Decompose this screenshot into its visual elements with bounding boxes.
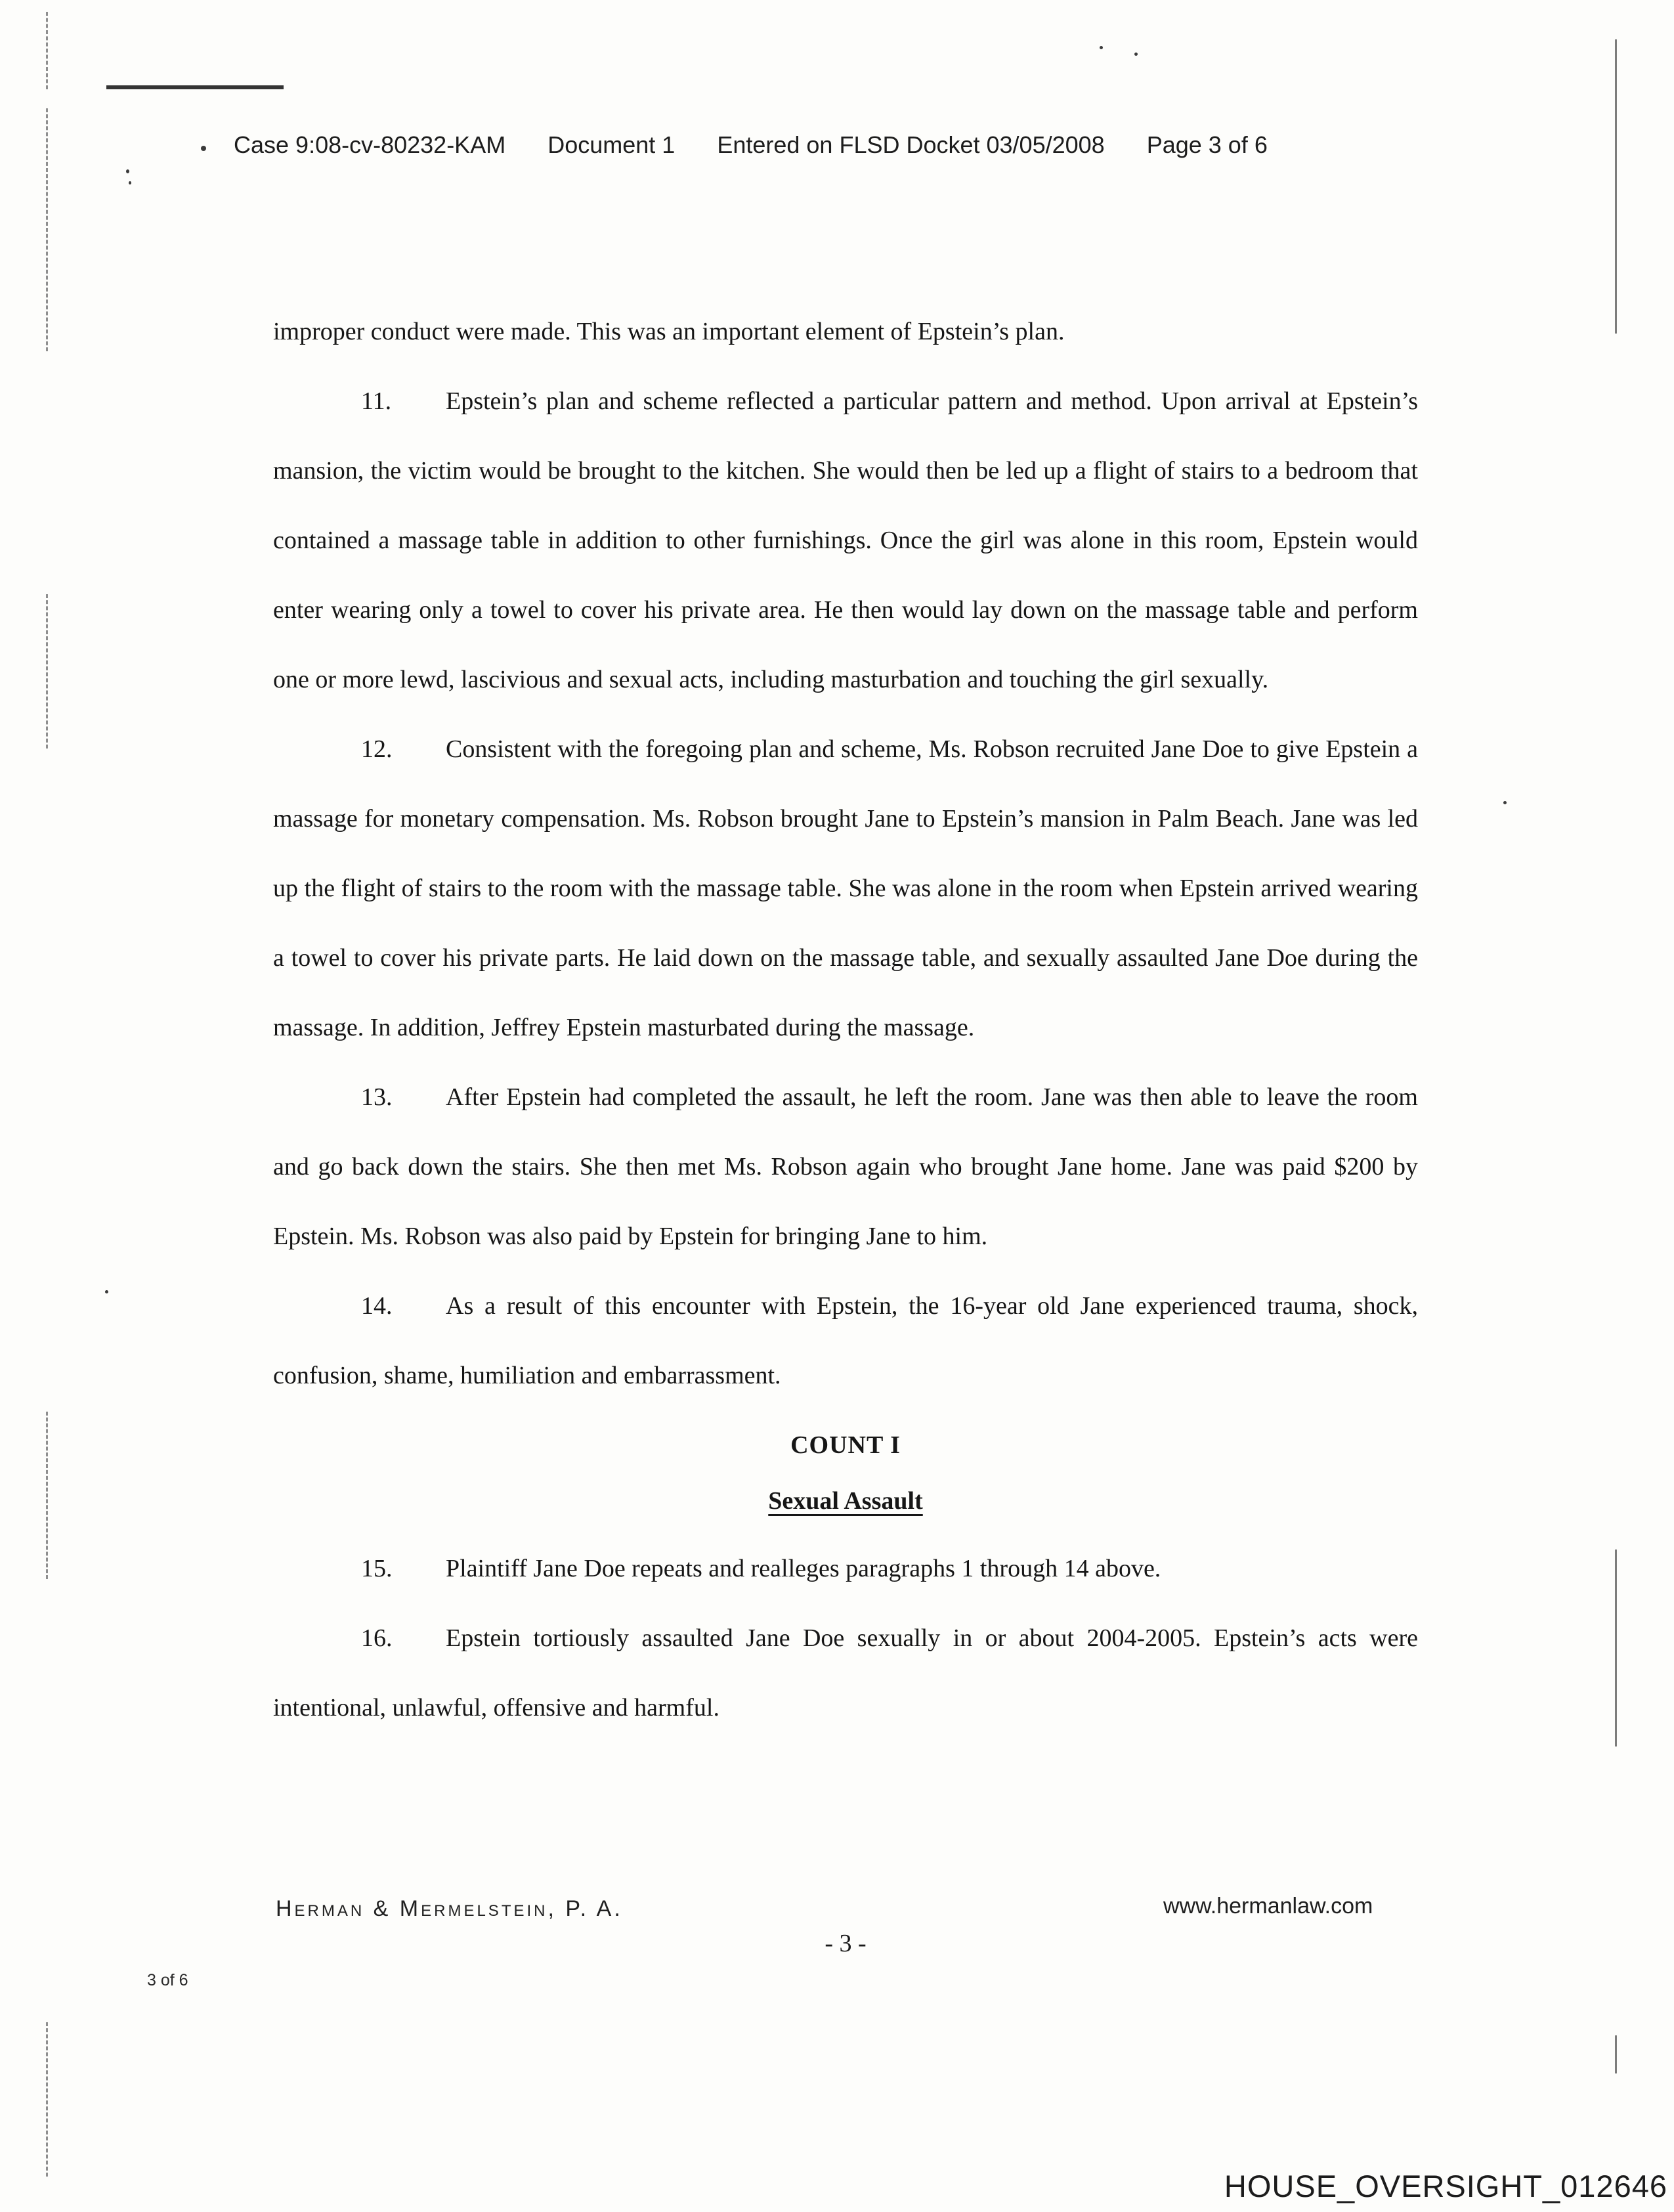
header-page-indicator: Page 3 of 6 [1146,131,1268,158]
scan-speck [1100,46,1103,49]
scan-artifact-right-line [1615,1550,1617,1746]
scan-artifact-left-line [46,1412,48,1579]
numbered-paragraph-16 [273,1603,1418,1743]
paragraph-number: 16. [361,1624,393,1652]
header-docket-entry: Entered on FLSD Docket 03/05/2008 [717,131,1105,158]
count-subheading [273,1480,1418,1522]
paragraph-text: As a result of this encounter with Epstein, the 16-year old Jane experienced trauma, shock, confusion, shame, humiliation and embarrassment. [273,1292,1418,1389]
paragraph-text: Plaintiff Jane Doe repeats and realleges paragraphs 1 through 14 above. [446,1555,1161,1582]
paragraph-number: 11. [361,387,392,415]
numbered-paragraph-12 [273,714,1418,1062]
scan-speck [1134,53,1138,56]
scan-speck [105,1290,108,1293]
sheet-counter: 3 of 6 [147,1971,188,1989]
count-subheading-text: Sexual Assault [768,1487,923,1515]
paragraph-number: 15. [361,1555,393,1582]
scan-artifact-top-bar [106,85,284,89]
numbered-paragraph-13 [273,1062,1418,1271]
paragraph-text: After Epstein had completed the assault, he left the room. Jane was then able to leave the room and go back down the stairs. She then met Ms. Robson again who brought Jane home. Jane was paid $200 by Epstein. Ms. Robson was also paid by Epstein for bringing Jane to him. [273,1083,1418,1250]
scan-artifact-left-line [46,594,48,748]
scan-artifact-left-line [46,12,48,89]
scan-artifact-left-line [46,108,48,351]
case-header [234,131,1268,159]
bates-stamp: HOUSE_OVERSIGHT_012646 [1224,2169,1667,2203]
law-firm-name: Herman & Mermelstein, P. A. [276,1896,623,1921]
scan-artifact-left-line [46,2022,48,2177]
scan-artifact-right-line [1615,39,1617,334]
scan-speck [201,146,206,151]
paragraph-number: 13. [361,1083,393,1111]
paragraph-text: Consistent with the foregoing plan and scheme, Ms. Robson recruited Jane Doe to give Epstein a massage for monetary compensation. Ms. Robson brought Jane to Epstein’s mansion in Palm Beach. Jane was led up the flight of stairs to the room with the massage table. She was alone in the room when Epstein arrived wearing a towel to cover his private parts. He laid down on the massage table, and sexually assaulted Jane Doe during the massage. In addition, Jeffrey Epstein masturbated during the massage. [273,735,1418,1041]
numbered-paragraph-15 [273,1534,1418,1603]
document-body [273,297,1418,1743]
law-firm-website: www.hermanlaw.com [1163,1894,1373,1919]
scan-artifact-right-line [1615,2035,1617,2073]
paragraph-number: 12. [361,735,393,763]
count-heading: COUNT I [790,1431,901,1459]
scan-speck [126,169,129,173]
header-document-number: Document 1 [547,131,676,158]
scan-speck [129,181,131,184]
numbered-paragraph-11 [273,366,1418,714]
numbered-paragraph-14 [273,1271,1418,1410]
paragraph-text: Epstein’s plan and scheme reflected a particular pattern and method. Upon arrival at Epstein’s mansion, the victim would be brought to the kitchen. She would then be led up a flight of stairs to a bedroom that contained a massage table in addition to other furnishings. Once the girl was alone in this room, Epstein would enter wearing only a towel to cover his private area. He then would lay down on the massage table and perform one or more lewd, lascivious and sexual acts, including masturbation and touching the girl sexually. [273,387,1418,693]
paragraph-continuation: improper conduct were made. This was an important element of Epstein’s plan. [273,318,1065,345]
header-case-number: Case 9:08-cv-80232-KAM [234,131,506,158]
paragraph-text: Epstein tortiously assaulted Jane Doe sexually in or about 2004-2005. Epstein’s acts were intentional, unlawful, offensive and harmful. [273,1624,1418,1722]
paragraph-number: 14. [361,1292,393,1320]
page-number: - 3 - [825,1930,867,1957]
scan-speck [1503,801,1507,804]
